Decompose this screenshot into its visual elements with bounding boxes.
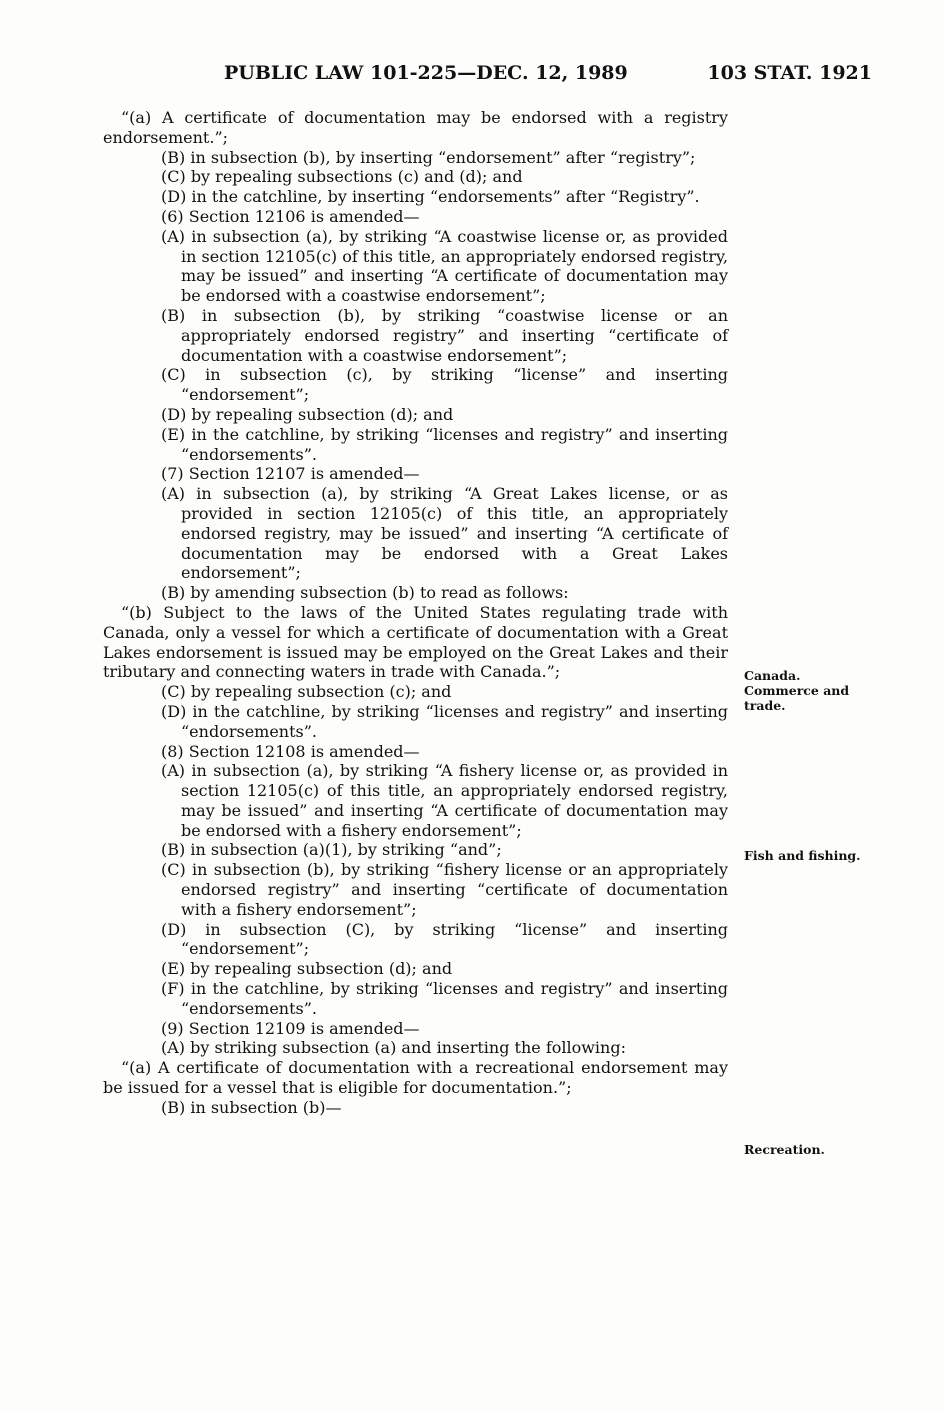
paragraph: (A) in subsection (a), by striking “A Great Lakes license, or as provided in section 12105(c) of this title, an appropriately endorsed registry, may be issued” and inserting “A certificate of documentation may be endorsed with a Great Lakes endorsement”; [161,484,728,583]
running-header [100,62,872,88]
margin-note-fish: Fish and fishing. [744,848,861,863]
paragraph: (C) by repealing subsections (c) and (d); and [161,167,523,187]
paragraph: (D) in the catchline, by striking “licenses and registry” and inserting “endorsements”. [161,701,728,741]
paragraph: (B) by amending subsection (b) to read as follows: [161,583,569,603]
paragraph: “(a) A certificate of documentation may be endorsed with a registry endorsement.”; [103,108,728,147]
paragraph: (B) in subsection (b), by inserting “endorsement” after “registry”; [161,147,696,167]
header-title: PUBLIC LAW 101-225—DEC. 12, 1989 [224,62,628,84]
paragraph: (B) in subsection (b), by striking “coastwise license or an appropriately endorsed registry” and inserting “certificate of documentation with a coastwise endorsement”; [161,305,728,365]
paragraph: (D) in subsection (C), by striking “license” and inserting “endorsement”; [161,919,728,959]
paragraph: (F) in the catchline, by striking “licenses and registry” and inserting “endorsements”. [161,979,728,1018]
paragraph: (D) in the catchline, by inserting “endorsements” after “Registry”. [161,187,700,207]
document-body [103,108,728,1118]
paragraph: (8) Section 12108 is amended— [161,741,420,761]
header-page-number: 103 STAT. 1921 [707,62,872,84]
paragraph: (A) by striking subsection (a) and inserting the following: [161,1038,626,1058]
paragraph: (B) in subsection (a)(1), by striking “and”; [161,840,502,860]
paragraph: (9) Section 12109 is amended— [161,1018,420,1038]
paragraph: (A) in subsection (a), by striking “A coastwise license or, as provided in section 12105(c) of this title, an appropriately endorsed registry, may be issued” and inserting “A certificate of documentation may be endorsed with a coastwise endorsement”; [161,226,728,306]
paragraph: (D) by repealing subsection (d); and [161,404,454,424]
paragraph: (B) in subsection (b)— [161,1097,342,1117]
paragraph: (E) by repealing subsection (d); and [161,959,453,979]
paragraph: (C) in subsection (b), by striking “fishery license or an appropriately endorsed registry” and inserting “certificate of documentation with a fishery endorsement”; [161,860,728,919]
paragraph: (C) by repealing subsection (c); and [161,682,452,702]
paragraph: (E) in the catchline, by striking “licenses and registry” and inserting “endorsements”. [161,424,728,464]
paragraph: (A) in subsection (a), by striking “A fishery license or, as provided in section 12105(c) of this title, an appropriately endorsed registry, may be issued” and inserting “A certificate of documentation may be endorsed with a fishery endorsement”; [161,761,728,840]
margin-note-canada: Canada. Commerce and trade. [744,668,850,713]
margin-note-recreation: Recreation. [744,1142,825,1157]
paragraph: (6) Section 12106 is amended— [161,206,420,226]
paragraph: “(a) A certificate of documentation with a recreational endorsement may be issued for a vessel that is eligible for documentation.”; [103,1058,728,1098]
paragraph: (C) in subsection (c), by striking “license” and inserting “endorsement”; [161,365,728,405]
paragraph: “(b) Subject to the laws of the United States regulating trade with Canada, only a vessel for which a certificate of documentation with a Great Lakes endorsement is issued may be employed on the Great Lakes and their tributary and connecting waters in trade with Canada.”; [103,602,728,682]
paragraph: (7) Section 12107 is amended— [161,464,420,484]
